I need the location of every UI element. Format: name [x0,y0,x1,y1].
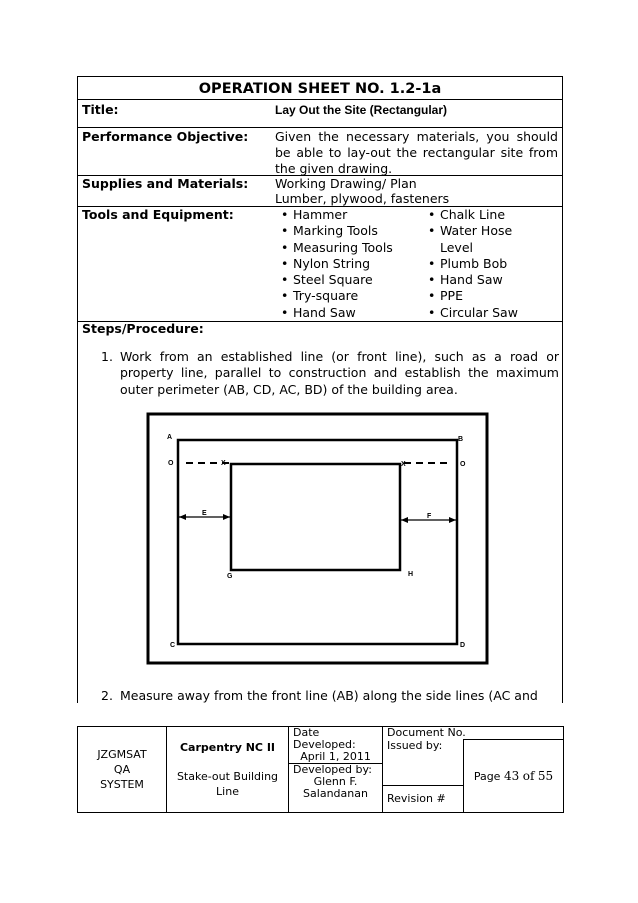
step-number: 1. [101,349,113,364]
divider [78,127,562,128]
tool-item-continuation: Level [440,239,473,255]
page-prefix: Page [473,770,501,783]
module-title: Stake-out Building Line [176,770,279,798]
revision-label: Revision # [383,786,464,813]
label-x-left: X [221,460,226,467]
developed-by-cell [289,764,383,813]
label-g: G [227,573,233,580]
system-line: JZGMSAT [97,748,147,761]
developer-name: Glenn F. Salandanan [303,775,368,800]
document-footer [77,726,563,811]
issued-by-label: Issued by: [383,740,464,786]
tool-item: • Circular Saw [426,305,518,321]
date-developed-cell [289,727,383,764]
document-number-label: Document No. [383,727,564,740]
label-a: A [167,434,173,441]
date-label: Date Developed: [293,726,356,751]
objective-label: Performance Objective: [82,129,249,144]
tools-column-1 [279,207,393,321]
outer-frame [148,414,487,663]
label-c: C [170,642,176,649]
step-text: Work from an established line (or front line), such as a road or property line, parallel to construction and establish the maximum outer perimeter (AB, CD, AC, BD) of the building area. [120,349,559,397]
label-d: D [460,642,466,649]
label-h: H [408,571,414,578]
tool-item: • Hand Saw [279,305,393,321]
sheet-heading: OPERATION SHEET NO. 1.2-1a [198,81,442,97]
tool-item: • Water Hose [426,223,518,239]
site-layout-drawing [146,412,489,665]
tool-item: • Try-square [279,288,393,304]
tools-label: Tools and Equipment: [82,207,234,222]
system-line: SYSTEM [100,778,144,791]
building-rectangle [231,464,400,570]
system-line: QA [113,763,131,776]
tool-item: • Marking Tools [279,223,393,239]
developed-by-label: Developed by: [293,763,372,776]
title-label: Title: [82,102,119,117]
tool-item: • Measuring Tools [279,240,393,256]
qa-system-cell [78,727,167,813]
date-value: April 1, 2011 [300,750,371,763]
tool-item: • Nylon String [279,256,393,272]
divider [78,99,562,100]
label-f: F [427,513,432,520]
page-number-cell [464,740,564,813]
label-x-right: X [401,461,406,468]
supplies-line: Working Drawing/ Plan [275,176,417,191]
label-b: B [458,436,464,443]
label-o-left: O [168,460,174,467]
tool-item: • Hand Saw [426,272,518,288]
tool-item: • Chalk Line [426,207,518,223]
objective-value: Given the necessary materials, you should be able to lay-out the rectangular site from the given drawing. [275,129,558,176]
label-e: E [202,510,207,517]
step-text: Measure away from the front line (AB) along the side lines (AC and [120,688,538,703]
tools-column-2 [426,207,518,321]
tool-item: • PPE [426,288,518,304]
perimeter-rectangle [178,440,457,644]
page-total: 55 [537,769,554,783]
course-cell [167,727,289,813]
step-number: 2. [101,688,113,703]
tool-item: • Plumb Bob [426,256,518,272]
page-current: 43 [503,769,520,783]
supplies-label: Supplies and Materials: [82,176,249,191]
tool-item: • Steel Square [279,272,393,288]
label-o-right: O [460,461,466,468]
tool-item: • Hammer [279,207,393,223]
course-title: Carpentry NC II [179,741,276,754]
title-value: Lay Out the Site (Rectangular) [275,103,448,117]
supplies-line: Lumber, plywood, fasteners [275,191,450,206]
page-of: of [522,769,535,783]
steps-label: Steps/Procedure: [82,321,204,336]
